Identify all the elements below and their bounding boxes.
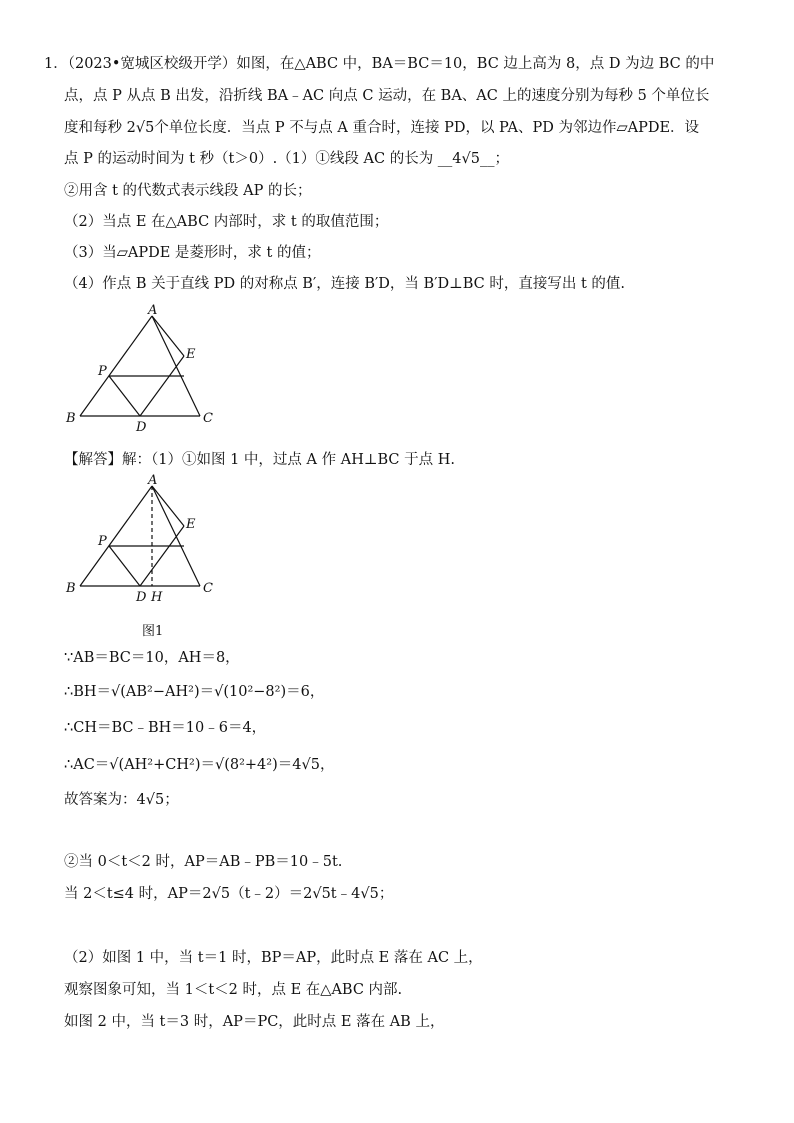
segment-PD <box>109 546 140 586</box>
solution-header: 【解答】解：（1）①如图 1 中，过点 A 作 AH⊥BC 于点 H. <box>64 452 455 468</box>
problem-line-6: （2）当点 E 在△ABC 内部时，求 t 的取值范围； <box>64 214 389 230</box>
segment-AB <box>80 486 152 586</box>
problem-line-5: ②用含 t 的代数式表示线段 AP 的长； <box>64 183 312 199</box>
label-E: E <box>186 517 196 532</box>
segment-AB <box>80 316 152 416</box>
triangle-figure <box>60 300 240 440</box>
label-A: A <box>148 473 158 488</box>
label-D: D <box>136 590 147 605</box>
problem-line-4: 点 P 的运动时间为 t 秒（t＞0）.（1）①线段 AC 的长为 __4√5__； <box>64 151 509 167</box>
solution-triangle-figure <box>60 470 240 610</box>
label-D: D <box>136 420 147 435</box>
label-E: E <box>186 347 196 362</box>
problem-line-2: 点，点 P 从点 B 出发，沿折线 BA﹣AC 向点 C 运动，在 BA、AC 上的速度分别为每秒 5 个单位长 <box>64 88 710 104</box>
solution-line-8: （2）如图 1 中，当 t＝1 时，BP＝AP，此时点 E 落在 AC 上， <box>64 950 483 966</box>
label-P: P <box>98 534 107 549</box>
label-B: B <box>66 581 76 596</box>
label-A: A <box>148 303 158 318</box>
solution-line-6: ②当 0＜t＜2 时，AP＝AB﹣PB＝10﹣5t. <box>64 854 343 870</box>
solution-line-3: ∴CH＝BC﹣BH＝10﹣6＝4， <box>64 720 267 736</box>
solution-line-10: 如图 2 中，当 t＝3 时，AP＝PC，此时点 E 落在 AB 上， <box>64 1014 445 1030</box>
problem-line-8: （4）作点 B 关于直线 PD 的对称点 B′，连接 B′D，当 B′D⊥BC 时，直接写出 t 的值. <box>64 276 626 292</box>
segment-DE <box>140 526 184 586</box>
problem-line-7: （3）当▱APDE 是菱形时，求 t 的值； <box>64 245 321 261</box>
label-H: H <box>151 590 163 605</box>
label-C: C <box>203 411 213 426</box>
solution-line-9: 观察图象可知，当 1＜t＜2 时，点 E 在△ABC 内部. <box>64 982 403 998</box>
label-P: P <box>98 364 107 379</box>
solution-line-5: 故答案为：4√5； <box>64 792 179 808</box>
problem-line-3: 度和每秒 2√5个单位长度．当点 P 不与点 A 重合时，连接 PD，以 PA、PD 为邻边作▱APDE．设 <box>64 120 700 136</box>
label-C: C <box>203 581 213 596</box>
solution-line-4: ∴AC＝√(AH²+CH²)＝√(8²+4²)＝4√5， <box>64 757 335 773</box>
solution-line-1: ∵AB＝BC＝10，AH＝8， <box>64 650 240 666</box>
solution-line-2: ∴BH＝√(AB²−AH²)＝√(10²−8²)＝6， <box>64 684 325 700</box>
segment-DE <box>140 356 184 416</box>
segment-PD <box>109 376 140 416</box>
problem-line-1: 1．（2023•宽城区校级开学）如图，在△ABC 中，BA＝BC＝10，BC 边上高为 8，点 D 为边 BC 的中 <box>44 56 715 72</box>
solution-line-7: 当 2＜t≤4 时，AP＝2√5（t﹣2）＝2√5t﹣4√5； <box>64 886 394 902</box>
figure-caption: 图1 <box>142 624 164 639</box>
label-B: B <box>66 411 76 426</box>
